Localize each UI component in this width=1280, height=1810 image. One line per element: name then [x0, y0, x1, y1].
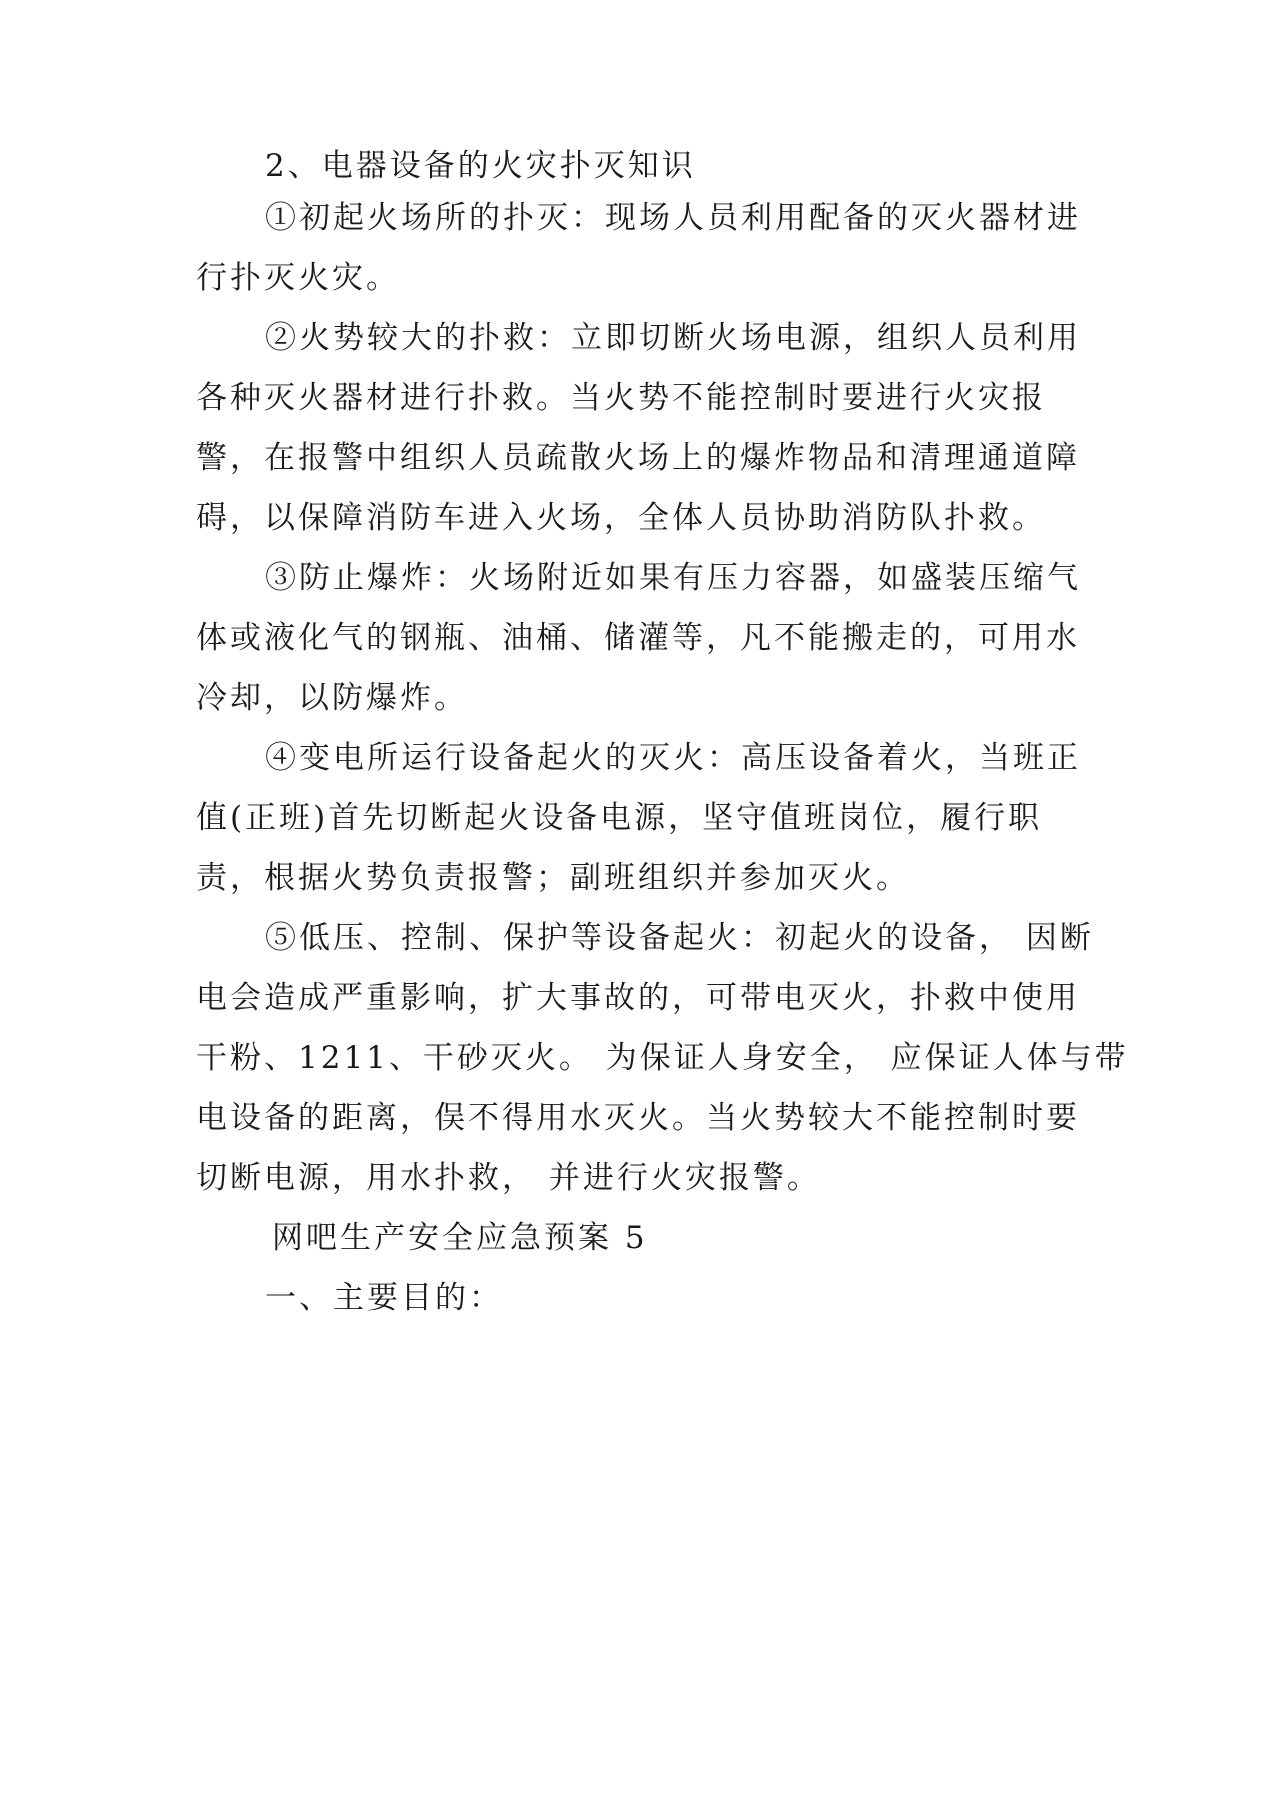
paragraph-line: 责，根据火势负责报警；副班组织并参加灭火。: [196, 860, 910, 896]
paragraph-line: ②火势较大的扑救：立即切断火场电源，组织人员利用: [265, 320, 1081, 356]
paragraph-line: 电设备的距离，俣不得用水灭火。当火势较大不能控制时要: [196, 1100, 1080, 1136]
paragraph-line: 碍，以保障消防车进入火场，全体人员协助消防队扑救。: [196, 500, 1046, 536]
paragraph-line: 行扑灭火灾。: [196, 260, 400, 296]
paragraph-line: 体或液化气的钢瓶、油桶、储灌等，凡不能搬走的，可用水: [196, 620, 1080, 656]
paragraph-line: ③防止爆炸：火场附近如果有压力容器，如盛装压缩气: [265, 560, 1081, 596]
paragraph-line: ①初起火场所的扑灭：现场人员利用配备的灭火器材进: [265, 200, 1081, 236]
paragraph-line: ④变电所运行设备起火的灭火：高压设备着火，当班正: [265, 740, 1081, 776]
paragraph-line: 警，在报警中组织人员疏散火场上的爆炸物品和清理通道障: [196, 440, 1080, 476]
section-title: 网吧生产安全应急预案 5: [272, 1220, 648, 1256]
section-heading: 2、电器设备的火灾扑灭知识: [265, 148, 696, 184]
paragraph-line: ⑤低压、控制、保护等设备起火：初起火的设备， 因断: [265, 920, 1094, 956]
paragraph-line: 干粉、1211、干砂灭火。 为保证人身安全， 应保证人体与带: [196, 1040, 1129, 1076]
paragraph-line: 电会造成严重影响，扩大事故的，可带电灭火，扑救中使用: [196, 980, 1080, 1016]
paragraph-line: 切断电源，用水扑救， 并进行火灾报警。: [196, 1160, 821, 1196]
paragraph-line: 冷却，以防爆炸。: [196, 680, 468, 716]
paragraph-line: 值(正班)首先切断起火设备电源，坚守值班岗位，履行职: [196, 800, 1043, 836]
paragraph-line: 各种灭火器材进行扑救。当火势不能控制时要进行火灾报: [196, 380, 1046, 416]
subsection-heading: 一、主要目的：: [265, 1280, 503, 1316]
